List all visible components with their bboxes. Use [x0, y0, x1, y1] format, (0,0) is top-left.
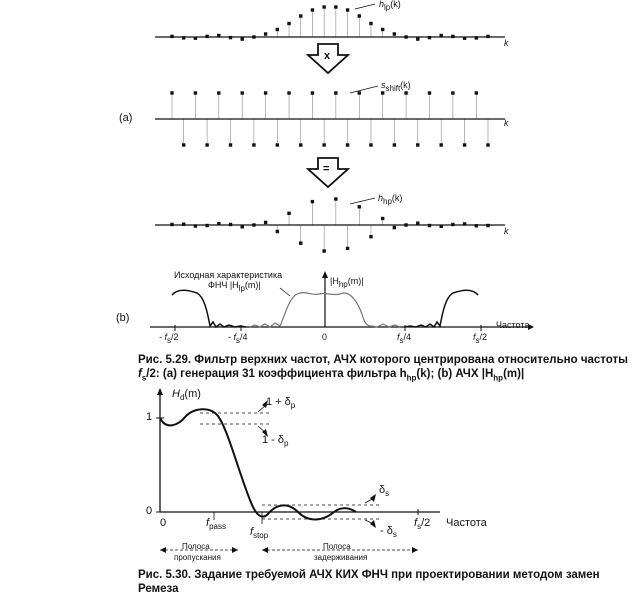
x-tick-0: 0	[160, 517, 167, 529]
tick-neg-fs2: - $f_s/2$	[159, 332, 179, 345]
stem-point	[287, 212, 290, 215]
stem-point	[369, 22, 372, 25]
stem-point	[381, 217, 384, 220]
orig-resp-label-1: Исходная характеристика	[174, 270, 283, 280]
hp-response-right	[404, 290, 478, 327]
stem-point	[475, 91, 478, 94]
stem-point	[229, 143, 232, 146]
stem-point	[416, 143, 419, 146]
stem-point	[264, 91, 267, 94]
tick-fs2: $f_s/2$	[473, 332, 488, 345]
tick-neg-fs4: - $f_s/4$	[228, 332, 248, 345]
k-axis-label-2: k	[504, 118, 509, 128]
neg-delta-s: - $\delta_s$	[380, 525, 397, 540]
k-axis-label-3: k	[504, 226, 509, 236]
stem-point	[287, 91, 290, 94]
stem-point	[393, 32, 396, 35]
stem-point	[346, 8, 349, 11]
stem-point	[194, 91, 197, 94]
panel-a-label: (a)	[119, 112, 133, 124]
passband-label-1: Полоса	[182, 542, 210, 551]
orig-resp-pointer	[280, 288, 290, 296]
y-tick-1: 1	[146, 411, 153, 423]
tick-zero: 0	[322, 332, 328, 342]
stem-point	[381, 28, 384, 31]
caption-529-line1: Рис. 5.29. Фильтр верхних частот, АЧХ которого центрирована относительно частоты	[138, 354, 628, 366]
stem-point	[393, 226, 396, 229]
caption-530-line1: Рис. 5.30. Задание требуемой АЧХ КИХ ФНЧ при проектировании методом замен	[138, 569, 600, 581]
stopband-label-1: Полоса	[323, 542, 351, 551]
stem-point	[346, 143, 349, 146]
hhp-pointer	[350, 198, 375, 204]
stem-point	[276, 28, 279, 31]
hhp-label: $h_{hp}(k)$	[378, 193, 403, 206]
stem-point	[264, 221, 267, 224]
stem-point	[486, 143, 489, 146]
stem-point	[369, 143, 372, 146]
stem-point	[182, 143, 185, 146]
stem-point	[264, 32, 267, 35]
stem-point	[217, 91, 220, 94]
caption-529-line2: $f_s/2$: (a) генерация 31 коэффициента фильтра $h_{hp}(k)$; (b) АЧХ $|H_{hp}(m)|$	[138, 368, 525, 383]
hhp-mag-label: $|H_{hp}(m)|$	[330, 276, 364, 289]
stem-point	[276, 143, 279, 146]
stem-point	[299, 242, 302, 245]
stem-point	[276, 230, 279, 233]
stem-point	[299, 143, 302, 146]
hd-axis-label: $H_d(m)$	[172, 388, 201, 403]
stem-point	[358, 205, 361, 208]
hlp-pointer	[355, 4, 375, 9]
stem-point	[299, 14, 302, 17]
stem-point	[205, 143, 208, 146]
delta-s: $\delta_s$	[379, 484, 390, 499]
stem-point	[416, 37, 419, 40]
stem-point	[322, 249, 325, 252]
fs2-label: $f_s/2$	[414, 517, 431, 532]
stem-point	[311, 200, 314, 203]
stem-point	[334, 5, 337, 8]
stem-point	[393, 143, 396, 146]
passband-label-2: пропускания	[174, 553, 221, 562]
stem-point	[241, 37, 244, 40]
stem-point	[170, 91, 173, 94]
multiply-symbol: x	[324, 50, 331, 62]
freq-label-530: Частота	[446, 517, 487, 529]
stem-point	[322, 5, 325, 8]
orig-resp-label-2: ФНЧ $|H_{lp}(m)|$	[208, 280, 261, 293]
stem-point	[451, 91, 454, 94]
one-plus-delta: $1 + \delta_p$	[266, 396, 296, 411]
stem-point	[311, 91, 314, 94]
stem-point	[358, 14, 361, 17]
shift-label: $s_{shift}(k)$	[381, 80, 411, 93]
stem-point	[439, 143, 442, 146]
stem-point	[428, 91, 431, 94]
one-minus-delta: $1 - \delta_p$	[262, 434, 289, 449]
fstop-label: $f_{stop}$	[250, 526, 269, 541]
hp-response-left	[172, 290, 246, 327]
stem-point	[334, 91, 337, 94]
hd-response-curve	[160, 409, 356, 519]
stem-point	[241, 91, 244, 94]
hlp-label: $h_{lp}(k)$	[379, 0, 401, 12]
shift-pointer	[350, 86, 378, 93]
stem-point	[322, 143, 325, 146]
stem-point	[311, 8, 314, 11]
panel-b-label: (b)	[116, 312, 130, 324]
caption-530-line2: Ремеза	[138, 583, 179, 595]
fig530-plot	[156, 388, 440, 553]
stem-point	[334, 197, 337, 200]
stem-point	[358, 91, 361, 94]
stem-plots	[170, 5, 489, 252]
fpass-label: $f_{pass}$	[206, 517, 226, 532]
stem-point	[287, 22, 290, 25]
freq-label-529: Частота	[496, 320, 530, 330]
stem-point	[252, 143, 255, 146]
equals-symbol: =	[323, 163, 330, 175]
k-axis-label-1: k	[504, 38, 509, 48]
stem-point	[463, 143, 466, 146]
stem-point	[369, 235, 372, 238]
stem-point	[346, 247, 349, 250]
tick-fs4: $f_s/4$	[397, 332, 412, 345]
stopband-label-2: задерживания	[314, 553, 368, 562]
y-tick-0: 0	[146, 505, 153, 517]
